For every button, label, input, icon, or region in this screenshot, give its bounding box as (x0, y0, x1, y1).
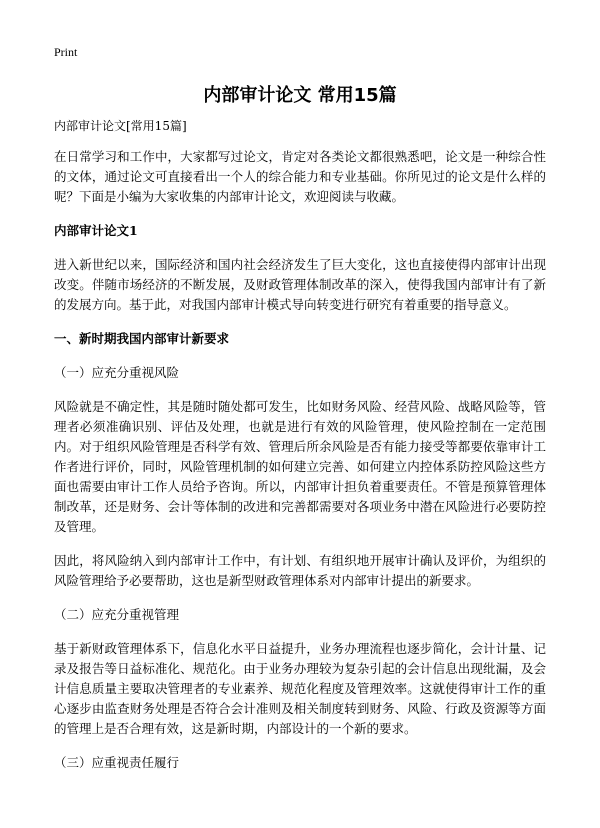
article-intro-paragraph: 进入新世纪以来，国际经济和国内社会经济发生了巨大变化，这也直接使得内部审计出现改变。伴随市场经济的不断发展，及财政管理体制改革的深入，使得我国内部审计有了新的发展方向。基于此，对我国内部审计模式导向转变进行研究有着重要的指导意义。 (54, 257, 546, 312)
section-heading-1: 一、新时期我国内部审计新要求 (54, 331, 230, 346)
sub1-paragraph-1: 风险就是不确定性，其是随时随处都可发生，比如财务风险、经营风险、战略风险等，管理者必须准确识别、评估及处理，也就是进行有效的风险管理，使风险控制在一定范围内。对于组织风险管理是否科学有效、管理后所余风险是否有能力接受等都要依靠审计工作者进行评价，同时，风险管理机制的如何建立完善、如何建立内控体系防控风险这些方面也需要由审计工作人员给予咨询。所以，内部审计担负着重要责任。不管是预算管理体制改革，还是财务、会计等体制的改进和完善都需要对各项业务中潜在风险进行必要防控及管理。 (54, 399, 546, 534)
document-subtitle: 内部审计论文[常用15篇] (54, 119, 187, 133)
subheading-3: （三）应重视责任履行 (54, 755, 180, 770)
document-title: 内部审计论文 常用15篇 (203, 85, 397, 106)
sub2-paragraph-1: 基于新财政管理体系下，信息化水平日益提升，业务办理流程也逐步简化，会计计量、记录及报告等日益标准化、规范化。由于业务办理较为复杂引起的会计信息出现纰漏，及会计信息质量主要取决管理者的专业素养、规范化程度及管理效率。这就使得审计工作的重心逐步由监查财务处理是否符合会计准则及相关制度转到财务、风险、行政及资源等方面的管理上是否合理有效，这是新时期，内部设计的一个新的要求。 (54, 641, 546, 736)
subheading-2: （二）应充分重视管理 (54, 607, 180, 622)
subheading-1: （一）应充分重视风险 (54, 365, 180, 380)
intro-paragraph: 在日常学习和工作中，大家都写过论文，肯定对各类论文都很熟悉吧，论文是一种综合性的文体，通过论文可直接看出一个人的综合能力和专业基础。你所见过的论文是什么样的呢？下面是小编为大家收集的内部审计论文，欢迎阅读与收藏。 (54, 149, 546, 204)
sub1-paragraph-2: 因此，将风险纳入到内部审计工作中，有计划、有组织地开展审计确认及评价，为组织的风险管理给予必要帮助，这也是新型财政管理体系对内部审计提出的新要求。 (54, 553, 546, 588)
print-label: Print (54, 45, 78, 59)
article-heading: 内部审计论文1 (54, 223, 138, 238)
